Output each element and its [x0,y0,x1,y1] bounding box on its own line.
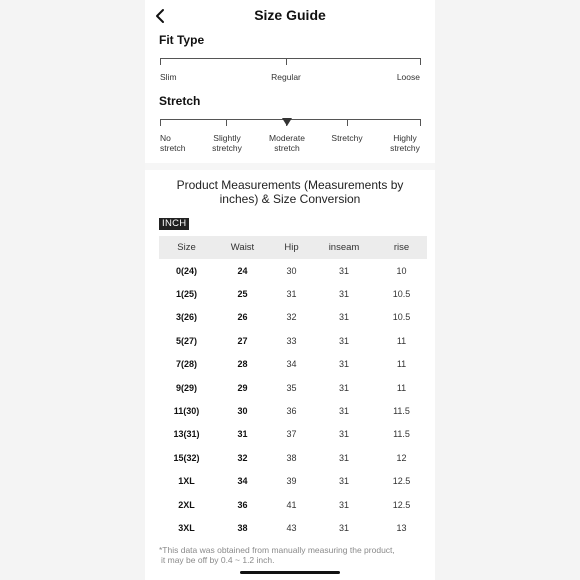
table-cell-waist: 28 [237,359,248,370]
table-cell-inseam: 31 [338,406,349,417]
table-cell-rise: 11.5 [393,429,410,440]
table-row [159,399,427,422]
table-cell-size: 7(28) [175,359,197,370]
table-cell-inseam: 31 [338,452,349,463]
table-cell-waist: 32 [237,452,248,463]
table-row [159,516,427,539]
table-cell-waist: 30 [237,406,248,417]
table-row [159,423,427,446]
table-cell-waist: 27 [237,335,248,346]
table-cell-waist: 36 [237,499,248,510]
table-cell-waist: 38 [237,522,248,533]
fit-type-tick [420,58,421,65]
stretch-label-line: Slightly [213,133,241,143]
column-header-waist: Waist [214,236,271,259]
stretch-label-highly-stretchy [380,133,430,153]
stretch-selected-pointer-icon [282,118,292,126]
table-cell-waist: 31 [237,429,248,440]
table-cell-size: 0(24) [175,265,197,276]
table-cell-size: 1(25) [175,289,197,300]
table-cell-size: 13(31) [173,429,200,440]
table-cell-waist: 26 [237,312,248,323]
table-cell-inseam: 31 [338,359,349,370]
table-cell-waist: 34 [237,476,248,487]
fit-type-scale-line [160,58,420,59]
stretch-label-line: Stretchy [331,133,363,143]
table-cell-inseam: 31 [338,265,349,276]
table-cell-rise: 11 [396,382,407,393]
table-cell-hip: 30 [286,265,297,276]
fit-type-tick [160,58,161,65]
home-indicator [240,571,340,574]
table-cell-inseam: 31 [338,382,349,393]
table-cell-rise: 10 [396,265,407,276]
stretch-label-line: stretch [274,143,300,153]
fit-type-label-regular: Regular [271,72,301,82]
fit-type-label-slim: Slim [160,72,177,82]
size-table [159,236,427,540]
header [145,0,435,32]
stretch-label-no-stretch [160,133,186,153]
table-cell-size: 15(32) [173,452,200,463]
table-cell-size: 2XL [178,499,195,510]
stretch-label-line: stretch [160,143,186,153]
stretch-tick [160,119,161,126]
table-row [159,353,427,376]
table-cell-rise: 11 [396,335,407,346]
fit-type-tick [286,58,287,65]
footnote-line: *This data was obtained from manually measuring the product, [159,545,395,555]
table-row [159,329,427,352]
table-cell-rise: 13 [396,522,407,533]
stretch-title: Stretch [159,94,201,108]
measurements-title-line: inches) & Size Conversion [219,192,361,206]
table-cell-hip: 41 [286,499,297,510]
measurements-title-line: Product Measurements (Measurements by [176,178,404,192]
table-cell-size: 1XL [178,476,195,487]
table-cell-inseam: 31 [338,335,349,346]
unit-badge[interactable]: INCH [159,218,189,230]
stretch-label-line: No [160,133,171,143]
table-cell-hip: 33 [286,335,297,346]
table-cell-hip: 31 [286,289,297,300]
table-cell-inseam: 31 [338,476,349,487]
table-cell-inseam: 31 [338,522,349,533]
table-cell-hip: 36 [286,406,297,417]
size-table-body [159,259,427,540]
table-cell-size: 3(26) [175,312,197,323]
table-cell-rise: 11 [396,359,407,370]
table-cell-hip: 34 [286,359,297,370]
table-row [159,306,427,329]
column-header-rise: rise [376,236,427,259]
stretch-label-line: stretchy [212,143,242,153]
stretch-label-line: stretchy [390,143,420,153]
table-cell-rise: 11.5 [393,406,410,417]
table-cell-rise: 12 [396,452,407,463]
table-cell-hip: 39 [286,476,297,487]
table-cell-hip: 43 [286,522,297,533]
column-header-hip: Hip [271,236,312,259]
table-header-row [159,236,427,259]
stretch-tick [226,119,227,126]
table-cell-waist: 24 [237,265,248,276]
page-title: Size Guide [254,7,326,23]
stretch-label-moderate-stretch [261,133,313,153]
table-cell-inseam: 31 [338,429,349,440]
stretch-label-line: Highly [393,133,417,143]
table-row [159,470,427,493]
fit-type-label-loose: Loose [396,72,420,82]
table-cell-rise: 10.5 [392,289,411,300]
table-cell-size: 11(30) [173,406,200,417]
table-cell-size: 3XL [178,522,195,533]
column-header-size: Size [159,236,214,259]
table-cell-hip: 32 [286,312,297,323]
table-cell-rise: 12.5 [392,476,411,487]
stretch-tick [347,119,348,126]
footnote-line: it may be off by 0.4 ~ 1.2 inch. [161,555,275,565]
stretch-label-stretchy [321,133,373,143]
size-guide-screen [145,0,435,580]
table-cell-hip: 35 [286,382,297,393]
stretch-label-slightly-stretchy [201,133,253,153]
table-cell-size: 9(29) [175,382,197,393]
stretch-label-line: Moderate [269,133,305,143]
table-cell-inseam: 31 [338,499,349,510]
table-cell-waist: 25 [237,289,248,300]
footnote [159,545,424,565]
table-cell-hip: 38 [286,452,297,463]
fit-type-title: Fit Type [159,33,205,47]
table-row [159,446,427,469]
table-cell-rise: 12.5 [392,499,411,510]
table-cell-hip: 37 [286,429,297,440]
table-cell-inseam: 31 [338,289,349,300]
table-cell-rise: 10.5 [392,312,411,323]
table-row [159,376,427,399]
table-row [159,493,427,516]
measurements-title [165,178,415,206]
table-cell-waist: 29 [237,382,248,393]
column-header-inseam: inseam [312,236,376,259]
stretch-tick [420,119,421,126]
section-divider [145,163,435,170]
table-row [159,282,427,305]
table-cell-size: 5(27) [175,335,197,346]
table-cell-inseam: 31 [338,312,349,323]
table-row [159,259,427,282]
